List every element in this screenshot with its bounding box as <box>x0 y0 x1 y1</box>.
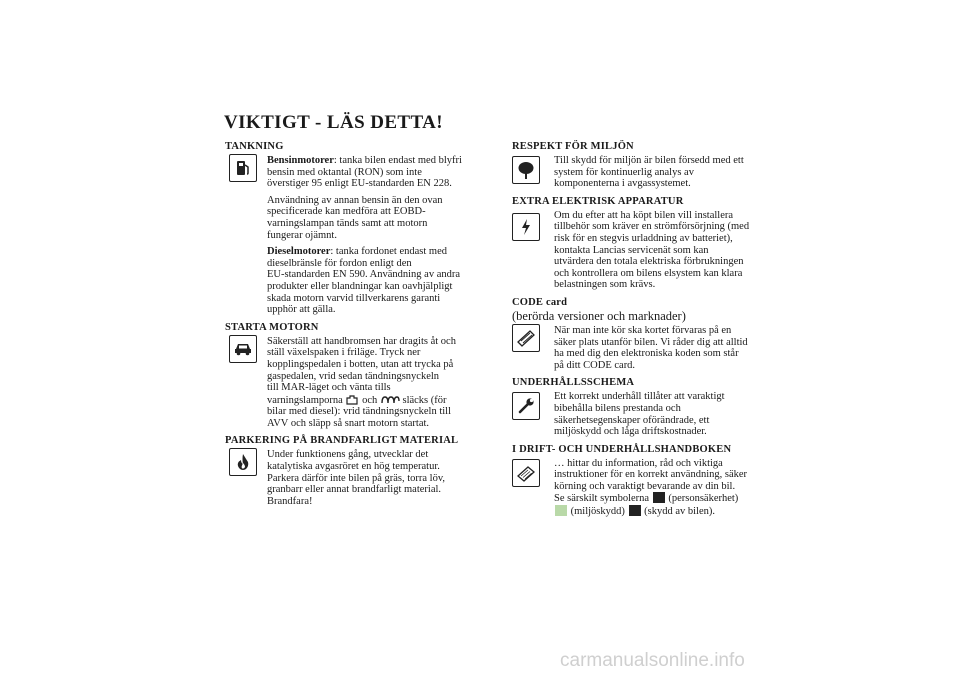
lightning-icon <box>512 213 540 241</box>
card-icon <box>512 324 540 352</box>
environment-icon <box>555 505 567 516</box>
heading-extra-elektrisk: EXTRA ELEKTRISK APPARATUR <box>512 195 684 207</box>
heading-tankning: TANKNING <box>225 141 284 152</box>
section-underhallsschema: UNDERHÅLLSSCHEMA Ett korrekt underhåll tillåter att varaktigt bibehålla bilens prestanda och säkerhetsegenskaper oförändrade, ett miljöskydd och låga driftskostnader. <box>512 376 788 437</box>
subheading-code-card: (berörda versioner och marknader) <box>512 308 686 323</box>
right-column <box>512 140 788 523</box>
book-icon <box>512 459 540 487</box>
section-parkering: PARKERING PÅ BRANDFARLIGT MATERIAL Under funktionens gång, utvecklar det katalytiska avgasröret en hög temperatur. Parkera därför inte bilen på gräs, torra löv, granbarr eller annat brandfarligt material. Brandfara! <box>225 434 493 507</box>
heading-miljo: RESPEKT FÖR MILJÖN <box>512 141 634 152</box>
person-safety-icon <box>653 492 665 503</box>
heading-underhallsschema: UNDERHÅLLSSCHEMA <box>512 377 635 389</box>
heading-i-drift: I DRIFT- OCH UNDERHÅLLSHANDBOKEN <box>512 443 732 455</box>
car-icon <box>229 335 257 363</box>
glow-plug-icon <box>380 395 400 405</box>
tree-icon <box>512 156 540 184</box>
heading-code-card: CODE card <box>512 296 568 308</box>
wrench-icon <box>512 392 540 420</box>
left-column <box>225 140 493 512</box>
section-miljo: RESPEKT FÖR MILJÖN Till skydd för miljön är bilen försedd med ett system för kontinuerlig analys av komponenterna i avgassystemet. <box>512 140 788 190</box>
watermark: carmanualsonline.info <box>560 650 745 671</box>
page-title: VIKTIGT - LÄS DETTA! <box>224 112 443 133</box>
fire-icon <box>229 448 257 476</box>
fuel-pump-icon <box>229 154 257 182</box>
section-starta-motorn: STARTA MOTORN Säkerställ att handbromsen har dragits åt och ställ växelspaken i friläge. Tryck ner kopplingspedalen i botten, utan att trycka på gaspedalen, vrid sedan tändningsnyckeln till MAR-läget och vänta tills varningslamporna och släcks (för bilar med diesel): vrid tändningsnyckeln till AVV och släpp så snart motorn startat. <box>225 321 493 430</box>
car-protection-icon <box>629 505 641 516</box>
engine-warning-icon <box>345 394 359 406</box>
section-extra-elektrisk: EXTRA ELEKTRISK APPARATUR Om du efter att ha köpt bilen vill installera tillbehör som kräver en strömförsörjning (med risk för en stegvis urladdning av batteriet), kontakta Lancias servicenät som kan utvärdera den totala elektriska förbrukningen och kontrollera om bilens elsystem kan klara belastningen som krävs. <box>512 195 788 291</box>
heading-starta-motorn: STARTA MOTORN <box>225 321 319 333</box>
section-code-card: CODE card (berörda versioner och marknader) När man inte kör ska kortet förvaras på en säker plats utanför bilen. Vi råder dig att alltid ha med dig den elektroniska koden som står på ditt CODE card. <box>512 296 788 371</box>
section-tankning: TANKNING Bensinmotorer: tanka bilen endast med blyfri bensin med oktantal (RON) som inte överstiger 95 enligt EU-standarden EN 228. Användning av annan bensin än den ovan specificerade kan medföra att EOBD- varningslampan tänds samt att motorn fungerar ojämnt. Dieselmotorer: tanka fordonet endast med dieselbränsle för fordon enligt den EU-standarden EN 590. Användning av andra produkter eller blandningar kan oavhjälpligt skada motorn varvid tillverkarens garanti upphör att gälla. <box>225 140 493 316</box>
heading-parkering: PARKERING PÅ BRANDFARLIGT MATERIAL <box>225 435 459 447</box>
section-i-drift: I DRIFT- OCH UNDERHÅLLSHANDBOKEN … hittar du information, råd och viktiga instruktioner för en korrekt användning, säker körning och varaktigt bevarande av din bil. Se särskilt symbolerna (personsäkerhet) (miljöskydd) (skydd av bilen). <box>512 443 788 518</box>
petrol-label: Bensinmotorer <box>267 155 334 166</box>
diesel-label: Dieselmotorer <box>267 246 331 258</box>
